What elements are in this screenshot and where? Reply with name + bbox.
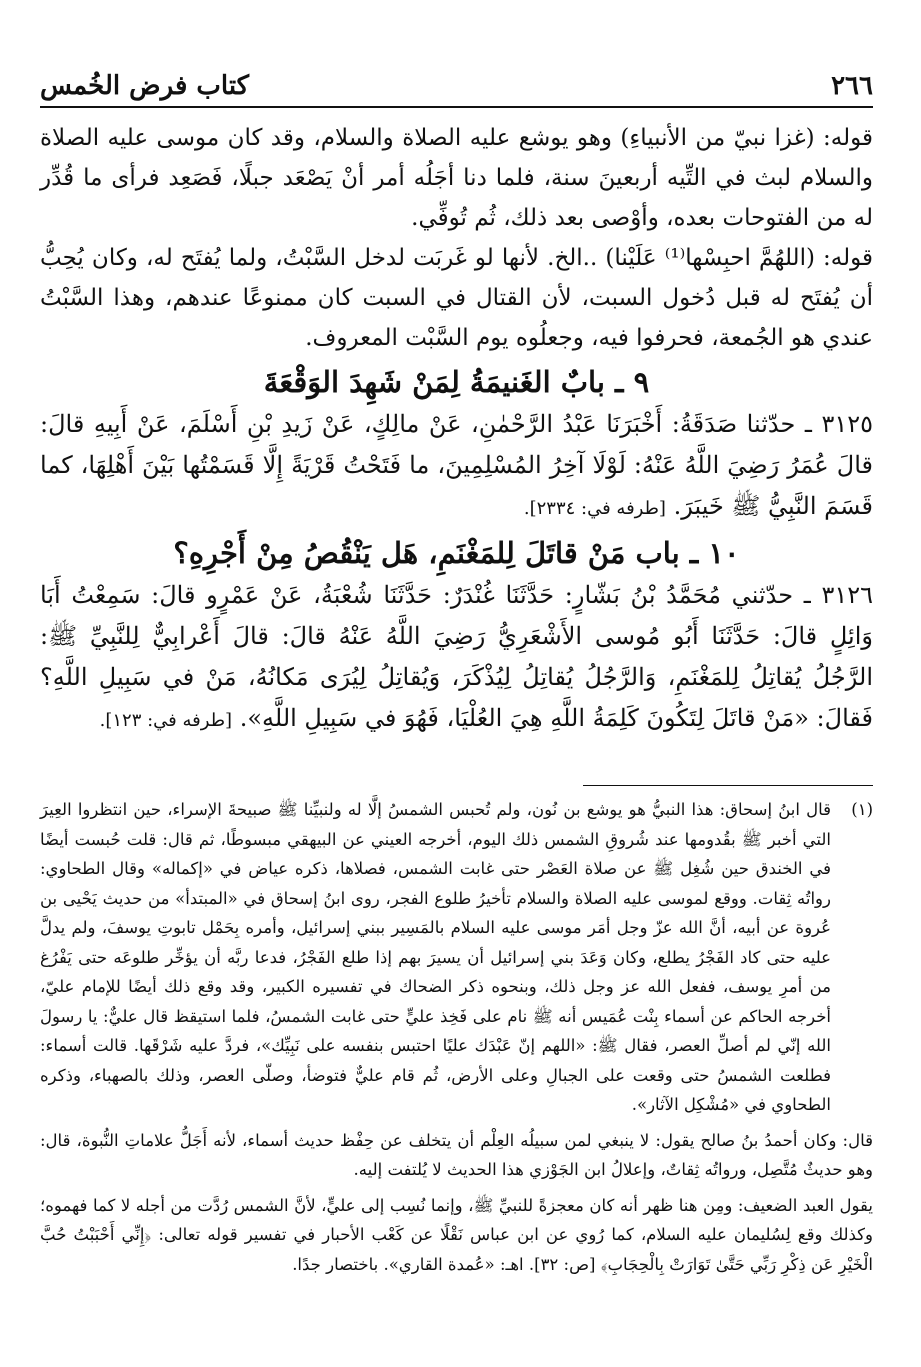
footnote-marker: (١)	[851, 800, 873, 819]
chapter-9-heading: ٩ ـ بابٌ الغَنيمَةُ لِمَنْ شَهِدَ الوَقْعَةَ	[263, 365, 650, 399]
hadith-3125-text: ٣١٢٥ ـ حدّثنا صَدَقَةُ: أَخْبَرَنَا عَبْدُ الرَّحْمٰنِ، عَنْ مالِكٍ، عَنْ زَيدِ بْنِ أَسْلَمَ، عَنْ أَبِيهِ قالَ: قالَ عُمَرُ رَضِيَ اللَّهُ عَنْهُ: لَوْلَا آخِرُ المُسْلِمِينَ، ما فَتَحْتُ قَرْيَةً إِلَّا قَسَمْتُها بَيْنَ أَهْلِهَا، كما قَسَمَ النَّبِيُّ ﷺ خَيبَرَ.	[40, 410, 873, 520]
page-number: ٢٦٦	[831, 71, 873, 101]
footnote-paragraph-2: قال: وكان أحمدُ بنُ صالح يقول: لا ينبغي لمن سبيلُه العِلْم أن يتخلف عن حِفْظ حديث أسماء، لأنه أَجَلُّ علاماتِ النُّبوة، قال: وهو حديثٌ مُتَّصِل، ورواتُه ثِقاتٌ، وإعلالُ ابن الجَوْزي هذا الحديث لا يُلتفت إليه.	[40, 1130, 873, 1179]
hadith-3126-text: ٣١٢٦ ـ حدّثني مُحَمَّدُ بْنُ بَشّارٍ: حَدَّثَنَا غُنْدَرٌ: حَدَّثَنَا شُعْبَةُ، عَنْ عَمْرٍو قالَ: سَمِعْتُ أَبَا وَائِلٍ قالَ: حَدَّثَنَا أَبُو مُوسى الأَشْعَرِيُّ رَضِيَ اللَّهُ عَنْهُ قالَ: قالَ أَعْرابِيٌّ لِلنَّبِيِّ ﷺ: الرَّجُلُ يُقاتِلُ لِلمَغْنَمِ، وَالرَّجُلُ يُقاتِلُ لِيُذْكَرَ، وَيُقاتِلُ لِيُرَى مَكانُهُ، مَنْ في سَبِيلِ اللَّهِ؟ فَقالَ: «مَنْ قاتَلَ لِتَكُونَ كَلِمَةُ اللَّهِ هِيَ العُلْيَا، فَهُوَ في سَبِيلِ اللَّهِ».	[40, 581, 873, 732]
commentary-paragraph-1: قوله: (غزا نبيّ من الأنبياءِ) وهو يوشع عليه الصلاة والسلام، وقد كان موسى عليه الصلاة والسلام لبث في التِّيه أربعينَ سنة، فلما دنا أجَلُه أمر أنْ يَصْعَد جبلًا، فَصَعِد فرأى ما قُدِّر له من الفتوحات بعده، وأوْصى بعد ذلك، ثُم تُوفِّي.	[40, 125, 873, 231]
hadith-3125-ref: [طرفه في: ٢٣٣٤].	[523, 498, 666, 519]
hadith-3126	[40, 575, 873, 741]
footnote-paragraph-3: يقول العبد الضعيف: ومِن هنا ظهر أنه كان معجزةً للنبيِّ ﷺ، وإنما نُسِب إلى عليٍّ، لأنَّ الشمس رُدَّت من أجله لا كما فهموه؛ وكذلك وقع لِسُليمان عليه السلام، كما رُوي عن ابن عباس نَقْلًا عن كَعْب الأحبار في تفسير قوله تعالى: ﴿إِنِّي أَحْبَبْتُ حُبَّ الْخَيْرِ عَن ذِكْرِ رَبِّي حَتَّىٰ تَوَارَتْ بِالْحِجَابِ﴾ [ص: ٣٢]. اهـ: «عُمدة القاري». باختصار جدًا.	[40, 1195, 873, 1274]
footnote-1-text: قال ابنُ إسحاق: هذا النبيُّ هو يوشع بن نُون، ولم تُحبس الشمسُ إلَّا له ولنبيِّنا ﷺ صبيحةَ الإسراء، حين انتظروا العِيرَ التي أخبر ﷺ بقُدومها عند شُروقِ الشمس ذلك اليوم، أخرجه العيني عن البيهقي مبسوطًا، ثم قال: قلت حُبست أيضًا في الخندق حين شُغِل ﷺ عن صلاة العَصْر حتى غابت الشمس، فصلاها، ذكره عياض في «إكماله» وقال الطحاوي: رواتُه ثِقات. ووقع لموسى عليه الصلاة والسلام تأخيرُ طلوع الفجر، روى ابنُ إسحاق في «المبتدأ» من حديث يَحْيى بن عُروة عن أبيه، أنَّ الله عزّ وجل أمَر موسى عليه السلام بالمَسِير ببني إسرائيل، وأمره بِحَمْل تابوتِ يوسفَ، ولم يدلَّ عليه حتى كاد الفَجْرُ يطلع، وكان وَعَدَ بني إسرائيل أن يسيرَ بهم إذا طلع الفَجْرُ، فدعا ربَّه أن يؤخِّر طلوعَه حتى يَفْرُغ من أمرِ يوسف، ففعل الله عز وجل ذلك، وبنحوه ذكر الضحاك في تفسيره الكبير، وقد وقع ذلك أيضًا للإمام عليّ، أخرجه الحاكم عن أسماء بِنْت عُمَيس أنه ﷺ نام على فَخِذ عليٍّ حتى غابت الشمسُ، فلما استيقظ قال عليٌّ: يا رسولَ الله إنّي لم أصلِّ العصر، فقال ﷺ: «اللهم إنّ عَبْدَك عليًا احتبس بنفسه على نَبِيِّك»، فردَّ عليه شَرْقَها. قالت أسماء: فطلعت الشمسُ حتى وقعت على الجبالِ وعلى الأرض، ثُم قام عليٌّ فتوضأ، وصلّى العصر، وذلك بالصهباء، وذكره الطحاوي في «مُشْكِل الآثار».	[40, 800, 831, 1114]
main-text	[40, 118, 873, 741]
footnotes	[40, 795, 873, 1279]
footnote-divider	[583, 785, 873, 786]
footnote-1	[40, 795, 873, 1120]
page-header	[40, 66, 873, 108]
chapter-10-heading: ١٠ ـ باب مَنْ قاتَلَ لِلمَغْنَمِ، هَل يَنْقُصُ مِنْ أَجْرِهِ؟	[173, 536, 740, 570]
hadith-3126-ref: [طرفه في: ١٢٣].	[99, 710, 233, 731]
book-title: كتاب فرض الخُمس	[40, 71, 250, 101]
hadith-3125	[40, 404, 873, 529]
commentary-paragraph-2: قوله: (اللهُمَّ احبِسْها⁽¹⁾ عَلَيْنا) ..الخ. لأنها لو غَربَت لدخل السَّبْتُ، ولما يُفتَح له، وكان يُحِبُّ أن يُفتَح له قبل دُخول السبت، لأن القتال في السبت كان ممنوعًا عندهم، وهذا السَّبْتُ عندي هو الجُمعة، فحرفوا فيه، وجعلُوه يوم السَّبْت المعروف.	[40, 245, 873, 351]
